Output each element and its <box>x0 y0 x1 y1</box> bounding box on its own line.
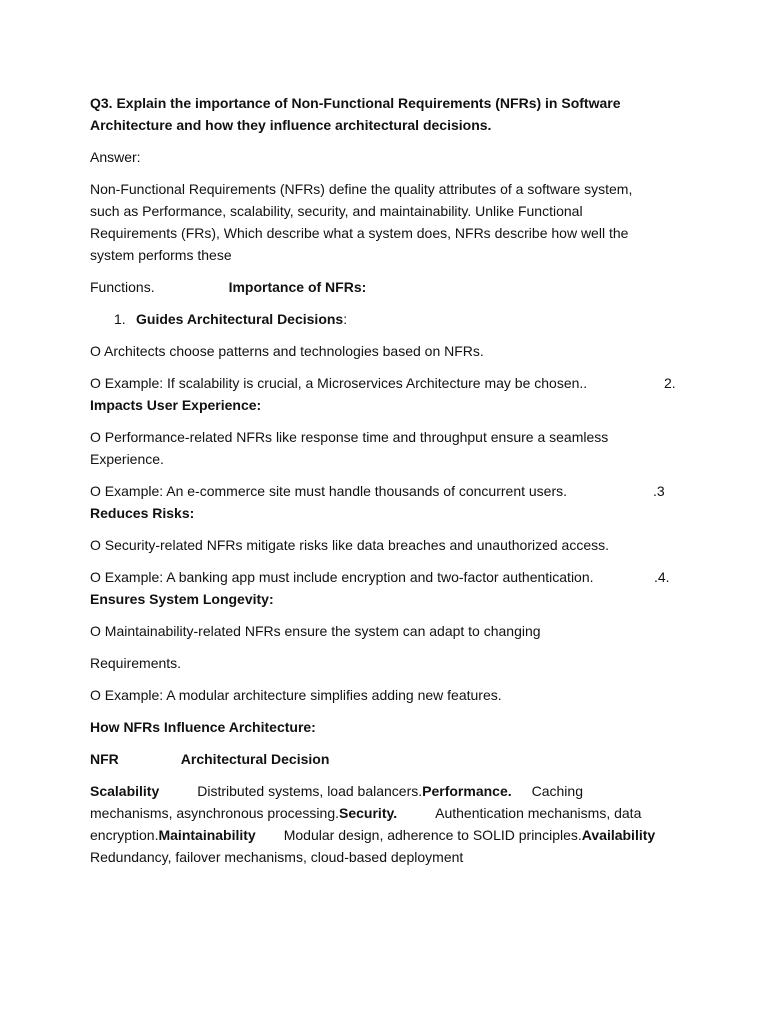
nfr-line-2 <box>90 802 678 824</box>
item3-number: .3 <box>653 483 665 499</box>
item1-point-2: O Example: If scalability is crucial, a Microservices Architecture may be chosen.. <box>90 375 588 391</box>
question-line-2: Architecture and how they influence architectural decisions. <box>90 117 492 133</box>
intro-line-1: Non-Functional Requirements (NFRs) define the quality attributes of a software system, <box>90 181 633 197</box>
nfr-performance-desc-a: Caching <box>531 783 583 799</box>
nfr-maintainability: Maintainability <box>158 827 256 843</box>
intro-line-4: system performs these <box>90 247 232 263</box>
item2-point-2-row <box>90 480 678 502</box>
nfr-table-header <box>90 748 678 770</box>
functions-line <box>90 276 678 298</box>
list-item-1-number: 1. <box>114 311 126 327</box>
question-line-1: Q3. Explain the importance of Non-Functional Requirements (NFRs) in Software <box>90 95 621 111</box>
item4-number: .4. <box>654 569 670 585</box>
item1-point-2-row <box>90 372 678 394</box>
item2-number: 2. <box>664 375 676 391</box>
item1-point-2-block <box>90 372 678 416</box>
item4-point-2: O Example: A modular architecture simplifies adding new features. <box>90 687 502 703</box>
importance-heading: Importance of NFRs: <box>228 279 367 295</box>
intro-paragraph <box>90 178 678 266</box>
item1-point-1: O Architects choose patterns and technologies based on NFRs. <box>90 343 484 359</box>
nfr-table-body <box>90 780 678 868</box>
nfr-scalability-desc: Distributed systems, load balancers. <box>197 783 423 799</box>
nfr-line-4: Redundancy, failover mechanisms, cloud-based deployment <box>90 849 464 865</box>
item3-point-2-row <box>90 566 678 588</box>
nfr-availability: Availability <box>581 827 656 843</box>
nfr-security-desc-b: encryption. <box>90 827 159 843</box>
nfr-performance-desc-b: mechanisms, asynchronous processing. <box>90 805 340 821</box>
nfr-line-1 <box>90 780 678 802</box>
nfr-column-header: NFR <box>90 751 119 767</box>
intro-line-3: Requirements (FRs), Which describe what a system does, NFRs describe how well the <box>90 225 629 241</box>
nfr-scalability: Scalability <box>90 783 160 799</box>
nfr-security-desc-a: Authentication mechanisms, data <box>435 805 642 821</box>
list-item-1 <box>90 308 678 330</box>
item2-title: Impacts User Experience: <box>90 397 262 413</box>
item2-point-1 <box>90 426 678 470</box>
nfr-performance: Performance. <box>422 783 512 799</box>
item4-point-1: O Maintainability-related NFRs ensure the system can adapt to changing <box>90 623 541 639</box>
intro-line-2: such as Performance, scalability, security, and maintainability. Unlike Functional <box>90 203 583 219</box>
item3-point-1: O Security-related NFRs mitigate risks like data breaches and unauthorized access. <box>90 537 610 553</box>
functions-word: Functions. <box>90 279 155 295</box>
question-heading <box>90 92 678 136</box>
item2-point-2: O Example: An e-commerce site must handle thousands of concurrent users. <box>90 483 568 499</box>
item2-point-2-block <box>90 480 678 524</box>
decision-column-header: Architectural Decision <box>180 751 330 767</box>
list-item-1-colon: : <box>343 311 348 327</box>
item4-point-1-continuation: Requirements. <box>90 655 182 671</box>
document-page <box>90 92 678 868</box>
nfr-line-3 <box>90 824 678 846</box>
nfr-maintainability-desc: Modular design, adherence to SOLID principles. <box>283 827 582 843</box>
nfr-security: Security. <box>339 805 398 821</box>
item2-point-1-line-2: Experience. <box>90 451 164 467</box>
item4-title: Ensures System Longevity: <box>90 591 274 607</box>
item3-point-2: O Example: A banking app must include encryption and two-factor authentication. <box>90 569 594 585</box>
answer-label: Answer: <box>90 149 141 165</box>
list-item-1-title: Guides Architectural Decisions <box>136 311 344 327</box>
influence-heading: How NFRs Influence Architecture: <box>90 719 316 735</box>
item3-title: Reduces Risks: <box>90 505 195 521</box>
item2-point-1-line-1: O Performance-related NFRs like response time and throughput ensure a seamless <box>90 429 609 445</box>
item3-point-2-block <box>90 566 678 610</box>
